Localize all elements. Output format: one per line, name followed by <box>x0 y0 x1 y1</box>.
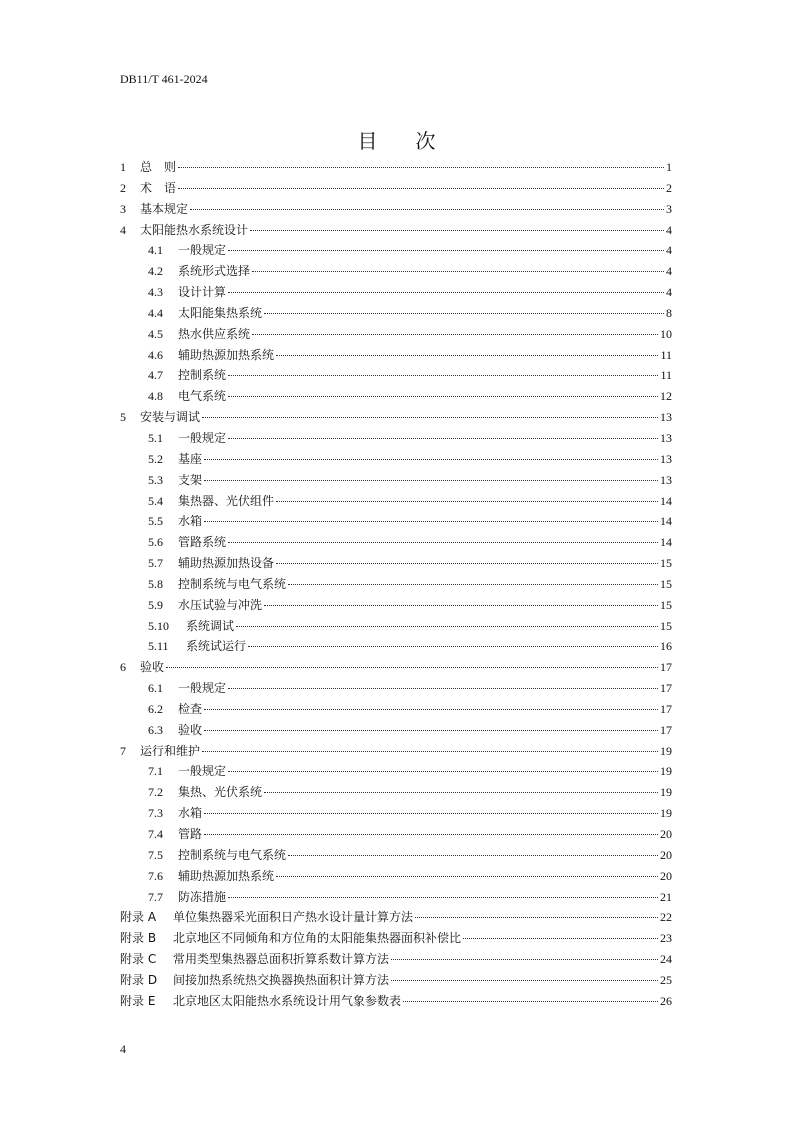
toc-entry-number: 4.5 <box>148 326 163 341</box>
toc-entry-page: 12 <box>660 389 672 404</box>
toc-entry-page: 14 <box>660 514 672 529</box>
toc-entry-number: 5.2 <box>148 451 163 466</box>
document-code: DB11/T 461-2024 <box>120 72 208 86</box>
toc-entry-title: 水压试验与冲洗 <box>178 597 263 612</box>
toc-leader-dots <box>228 541 658 543</box>
toc-entry-title: 基座 <box>178 451 203 466</box>
toc-leader-dots <box>264 791 658 793</box>
toc-entry[interactable] <box>120 721 672 742</box>
toc-entry-page: 19 <box>660 785 672 800</box>
toc-leader-dots <box>202 750 658 752</box>
toc-leader-dots <box>228 249 664 251</box>
toc-entry-number: 附录 A <box>120 910 157 925</box>
toc-entry-title: 验收 <box>140 660 165 675</box>
toc-leader-dots <box>228 437 658 439</box>
toc-entry-page: 10 <box>660 326 672 341</box>
toc-leader-dots <box>204 729 658 731</box>
toc-entry-page: 20 <box>660 847 672 862</box>
toc-entry-title: 太阳能热水系统设计 <box>140 222 249 237</box>
toc-entry[interactable] <box>120 304 672 325</box>
toc-entry-number: 7.3 <box>148 806 163 821</box>
toc-entry-page: 20 <box>660 868 672 883</box>
page-number: 4 <box>120 1042 126 1056</box>
toc-leader-dots <box>403 1000 658 1002</box>
toc-entry-page: 19 <box>660 743 672 758</box>
toc-entry[interactable] <box>120 971 672 992</box>
toc-entry[interactable] <box>120 679 672 700</box>
toc-leader-dots <box>228 291 664 293</box>
toc-entry-title: 运行和维护 <box>140 743 201 758</box>
toc-entry-title: 防冻措施 <box>178 889 227 904</box>
toc-entry-title: 单位集热器采光面积日产热水设计量计算方法 <box>173 910 414 925</box>
toc-entry-number: 附录 E <box>120 993 156 1008</box>
toc-entry-title: 术 语 <box>140 180 177 195</box>
toc-entry-number: 附录 C <box>120 952 157 967</box>
toc-entry-number: 附录 D <box>120 972 158 987</box>
toc-entry[interactable] <box>120 867 672 888</box>
toc-entry-title: 一般规定 <box>178 764 227 779</box>
toc-entry-page: 4 <box>666 222 672 237</box>
toc-entry-page: 15 <box>660 597 672 612</box>
toc-entry-number: 5.7 <box>148 556 163 571</box>
toc-entry-number: 4.4 <box>148 305 163 320</box>
toc-entry-page: 23 <box>660 931 672 946</box>
toc-entry-number: 4.1 <box>148 243 163 258</box>
toc-leader-dots <box>204 520 658 522</box>
toc-entry-number: 7.2 <box>148 785 163 800</box>
toc-entry-title: 集热器、光伏组件 <box>178 493 275 508</box>
toc-entry-title: 系统调试 <box>186 618 235 633</box>
toc-entry-number: 5.11 <box>148 639 169 654</box>
toc-entry-title: 水箱 <box>178 806 203 821</box>
toc-entry-title: 控制系统与电气系统 <box>178 576 287 591</box>
toc-entry-page: 4 <box>666 264 672 279</box>
toc-entry-page: 15 <box>660 556 672 571</box>
toc-leader-dots <box>391 979 658 981</box>
toc-entry-title: 北京地区不同倾角和方位角的太阳能集热器面积补偿比 <box>173 931 462 946</box>
toc-entry-page: 15 <box>660 618 672 633</box>
toc-entry-page: 21 <box>660 889 672 904</box>
toc-entry-number: 4.6 <box>148 347 163 362</box>
toc-entry-number: 4.8 <box>148 389 163 404</box>
toc-leader-dots <box>204 479 658 481</box>
toc-entry-title: 验收 <box>178 722 203 737</box>
toc-entry-number: 4.2 <box>148 264 163 279</box>
toc-entry[interactable] <box>120 262 672 283</box>
toc-leader-dots <box>204 708 658 710</box>
title-char-1: 目 <box>357 129 378 153</box>
toc-leader-dots <box>252 270 664 272</box>
toc-entry[interactable] <box>120 742 672 763</box>
toc-entry-number: 7.1 <box>148 764 163 779</box>
toc-entry-number: 7.6 <box>148 868 163 883</box>
toc-entry-page: 26 <box>660 993 672 1008</box>
toc-entry-number: 5.9 <box>148 597 163 612</box>
toc-entry[interactable] <box>120 783 672 804</box>
toc-leader-dots <box>178 187 664 189</box>
toc-entry-number: 5 <box>120 410 126 425</box>
toc-leader-dots <box>415 916 658 918</box>
toc-entry-title: 系统形式选择 <box>178 264 251 279</box>
toc-leader-dots <box>252 333 658 335</box>
toc-entry[interactable] <box>120 554 672 575</box>
toc-entry-title: 一般规定 <box>178 243 227 258</box>
toc-entry-title: 支架 <box>178 472 203 487</box>
toc-entry-page: 14 <box>660 535 672 550</box>
toc-leader-dots <box>190 208 664 210</box>
toc-entry-number: 1 <box>120 160 126 174</box>
toc-entry-title: 辅助热源加热系统 <box>178 347 275 362</box>
toc-entry[interactable] <box>120 825 672 846</box>
toc-entry-title: 间接加热系统热交换器换热面积计算方法 <box>173 972 390 987</box>
toc-leader-dots <box>248 645 658 647</box>
toc-leader-dots <box>228 687 658 689</box>
toc-entry-page: 20 <box>660 827 672 841</box>
toc-entry[interactable] <box>120 429 672 450</box>
toc-entry-number: 4.7 <box>148 368 163 383</box>
toc-entry[interactable] <box>120 450 672 471</box>
toc-entry-title: 常用类型集热器总面积折算系数计算方法 <box>173 952 390 967</box>
toc-entry-number: 2 <box>120 180 126 195</box>
toc-leader-dots <box>204 812 658 814</box>
toc-entry[interactable] <box>120 158 672 179</box>
toc-leader-dots <box>178 166 664 168</box>
toc-entry[interactable] <box>120 950 672 971</box>
toc-entry-page: 25 <box>660 972 672 987</box>
toc-entry-page: 19 <box>660 806 672 821</box>
toc-entry[interactable] <box>120 637 672 658</box>
toc-entry-title: 电气系统 <box>178 389 227 404</box>
toc-entry-page: 13 <box>660 451 672 466</box>
toc-entry-title: 基本规定 <box>140 201 189 216</box>
toc-leader-dots <box>276 875 658 877</box>
toc-entry-page: 14 <box>660 493 672 508</box>
toc-entry[interactable] <box>120 929 672 950</box>
toc-leader-dots <box>276 500 658 502</box>
toc-entry[interactable] <box>120 700 672 721</box>
toc-entry-title: 辅助热源加热系统 <box>178 868 275 883</box>
toc-entry-number: 6.1 <box>148 681 163 696</box>
toc-entry-page: 13 <box>660 472 672 487</box>
toc-entry-page: 16 <box>660 639 672 654</box>
toc-entry[interactable] <box>120 221 672 242</box>
toc-entry-number: 7 <box>120 743 126 758</box>
toc-entry[interactable] <box>120 658 672 679</box>
toc-entry-page: 24 <box>660 952 672 967</box>
toc-entry-title: 检查 <box>178 701 203 716</box>
toc-entry[interactable] <box>120 325 672 346</box>
toc-entry[interactable] <box>120 804 672 825</box>
toc-entry-page: 3 <box>666 201 672 216</box>
toc-entry-page: 19 <box>660 764 672 779</box>
page-title <box>0 125 793 154</box>
toc-entry[interactable] <box>120 575 672 596</box>
toc-entry[interactable] <box>120 762 672 783</box>
toc-entry-number: 3 <box>120 201 126 216</box>
toc-entry-page: 13 <box>660 430 672 445</box>
title-char-2: 次 <box>415 129 436 153</box>
toc-entry-page: 4 <box>666 285 672 300</box>
toc-leader-dots <box>202 416 658 418</box>
toc-entry-page: 2 <box>666 180 672 195</box>
toc-entry[interactable] <box>120 241 672 262</box>
toc-entry[interactable] <box>120 908 672 929</box>
toc-entry[interactable] <box>120 346 672 367</box>
toc-entry[interactable] <box>120 617 672 638</box>
toc-entry-number: 7.5 <box>148 847 163 862</box>
toc-entry-page: 11 <box>660 347 672 362</box>
toc-entry[interactable] <box>120 366 672 387</box>
toc-entry[interactable] <box>120 471 672 492</box>
toc-entry-page: 22 <box>660 910 672 925</box>
toc-entry-page: 1 <box>666 160 672 174</box>
toc-entry[interactable] <box>120 596 672 617</box>
toc-leader-dots <box>288 583 658 585</box>
toc-entry-title: 一般规定 <box>178 681 227 696</box>
toc-entry-title: 系统试运行 <box>186 639 247 654</box>
toc-entry-number: 附录 B <box>120 931 157 946</box>
toc-leader-dots <box>204 833 658 835</box>
toc-entry-page: 17 <box>660 660 672 675</box>
toc-entry-page: 17 <box>660 722 672 737</box>
toc-entry-number: 6.2 <box>148 701 163 716</box>
toc-entry-number: 4 <box>120 222 126 237</box>
toc-entry-number: 7.4 <box>148 827 163 841</box>
toc-leader-dots <box>228 374 658 376</box>
toc-entry[interactable] <box>120 492 672 513</box>
toc-entry-page: 17 <box>660 701 672 716</box>
toc-leader-dots <box>276 354 658 356</box>
toc-leader-dots <box>228 770 658 772</box>
toc-entry-page: 15 <box>660 576 672 591</box>
toc-leader-dots <box>204 458 658 460</box>
toc-entry-title: 集热、光伏系统 <box>178 785 263 800</box>
toc-leader-dots <box>264 312 664 314</box>
toc-entry-number: 7.7 <box>148 889 163 904</box>
toc-entry[interactable] <box>120 512 672 533</box>
toc-entry-title: 管路 <box>178 827 203 841</box>
toc-leader-dots <box>391 958 658 960</box>
toc-entry-number: 4.3 <box>148 285 163 300</box>
toc-entry-number: 5.1 <box>148 430 163 445</box>
toc-entry[interactable] <box>120 179 672 200</box>
toc-entry[interactable] <box>120 888 672 909</box>
toc-entry-number: 6.3 <box>148 722 163 737</box>
toc-entry[interactable] <box>120 533 672 554</box>
toc-entry-title: 辅助热源加热设备 <box>178 556 275 571</box>
toc-entry[interactable] <box>120 992 672 1013</box>
toc-leader-dots <box>276 562 658 564</box>
toc-entry-title: 水箱 <box>178 514 203 529</box>
toc-entry-title: 热水供应系统 <box>178 326 251 341</box>
toc-entry-title: 北京地区太阳能热水系统设计用气象参数表 <box>173 993 402 1008</box>
toc-entry-title: 控制系统与电气系统 <box>178 847 287 862</box>
toc-entry-title: 总 则 <box>140 160 177 174</box>
toc-leader-dots <box>228 395 658 397</box>
toc-entry-page: 4 <box>666 243 672 258</box>
toc-entry[interactable] <box>120 387 672 408</box>
toc-leader-dots <box>288 854 658 856</box>
toc-entry-title: 管路系统 <box>178 535 227 550</box>
toc-leader-dots <box>264 604 658 606</box>
toc-entry-number: 5.6 <box>148 535 163 550</box>
toc-entry-title: 一般规定 <box>178 430 227 445</box>
toc-leader-dots <box>463 937 658 939</box>
toc-entry-number: 6 <box>120 660 126 675</box>
toc-entry[interactable] <box>120 408 672 429</box>
toc-entry-title: 安装与调试 <box>140 410 201 425</box>
toc-entry-number: 5.5 <box>148 514 163 529</box>
toc-leader-dots <box>250 229 664 231</box>
toc-entry-number: 5.3 <box>148 472 163 487</box>
table-of-contents <box>120 158 672 1013</box>
toc-leader-dots <box>236 625 658 627</box>
toc-entry-number: 5.4 <box>148 493 163 508</box>
toc-entry-page: 17 <box>660 681 672 696</box>
toc-leader-dots <box>166 666 658 668</box>
toc-entry[interactable] <box>120 846 672 867</box>
toc-leader-dots <box>228 896 658 898</box>
toc-entry[interactable] <box>120 283 672 304</box>
toc-entry-title: 太阳能集热系统 <box>178 305 263 320</box>
toc-entry-number: 5.10 <box>148 618 169 633</box>
toc-entry-title: 控制系统 <box>178 368 227 383</box>
toc-entry-page: 13 <box>660 410 672 425</box>
toc-entry[interactable] <box>120 200 672 221</box>
toc-entry-page: 11 <box>660 368 672 383</box>
toc-entry-title: 设计计算 <box>178 285 227 300</box>
toc-entry-page: 8 <box>666 305 672 320</box>
toc-entry-number: 5.8 <box>148 576 163 591</box>
